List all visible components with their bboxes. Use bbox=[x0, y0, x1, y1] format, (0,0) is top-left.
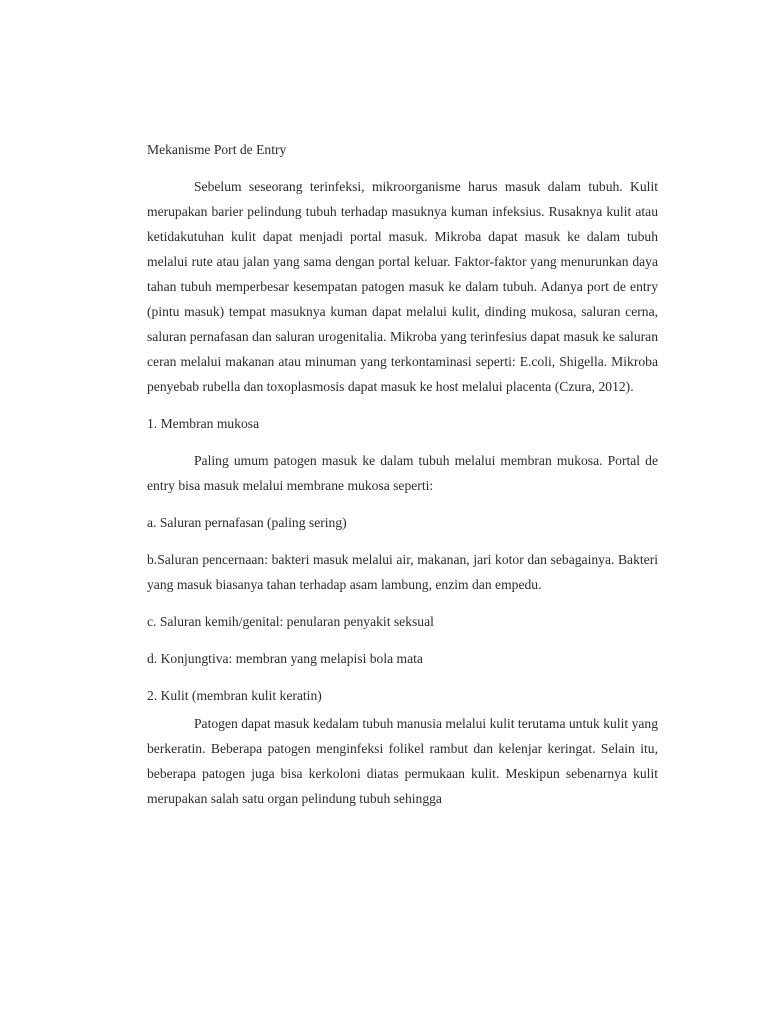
list-item-d: d. Konjungtiva: membran yang melapisi bola mata bbox=[147, 651, 423, 666]
document-title: Mekanisme Port de Entry bbox=[147, 142, 287, 157]
list-item-a: a. Saluran pernafasan (paling sering) bbox=[147, 515, 347, 530]
kulit-paragraph: Patogen dapat masuk kedalam tubuh manusia melalui kulit terutama untuk kulit yang berkeratin. Beberapa patogen menginfeksi folikel rambut dan kelenjar keringat. Selain itu, beberapa patogen juga bisa kerkoloni diatas permukaan kulit. Meskipun sebenarnya kulit merupakan salah satu organ pelindung tubuh sehingga bbox=[147, 716, 658, 806]
document-body bbox=[147, 137, 658, 811]
section-heading-membran-mukosa: 1. Membran mukosa bbox=[147, 416, 260, 431]
intro-paragraph: Sebelum seseorang terinfeksi, mikroorganisme harus masuk dalam tubuh. Kulit merupakan barier pelindung tubuh terhadap masuknya kuman infeksius. Rusaknya kulit atau ketidakutuhan kulit dapat menjadi portal masuk. Mikroba dapat masuk ke dalam tubuh melalui rute atau jalan yang sama dengan portal keluar. Faktor-faktor yang menurunkan daya tahan tubuh memperbesar kesempatan patogen masuk ke dalam tubuh. Adanya port de entry (pintu masuk) tempat masuknya kuman dapat melalui kulit, dinding mukosa, saluran cerna, saluran pernafasan dan saluran urogenitalia. Mikroba yang terinfesius dapat masuk ke saluran ceran melalui makanan atau minuman yang terkontaminasi seperti: E.coli, Shigella. Mikroba penyebab rubella dan toxoplasmosis dapat masuk ke host melalui placenta (Czura, 2012). bbox=[147, 179, 658, 394]
list-item-c: c. Saluran kemih/genital: penularan penyakit seksual bbox=[147, 614, 434, 629]
list-item-b: b.Saluran pencernaan: bakteri masuk melalui air, makanan, jari kotor dan sebagainya. Bakteri yang masuk biasanya tahan terhadap asam lambung, enzim dan empedu. bbox=[147, 552, 658, 592]
section-heading-kulit: 2. Kulit (membran kulit keratin) bbox=[147, 688, 322, 703]
membran-mukosa-paragraph: Paling umum patogen masuk ke dalam tubuh melalui membran mukosa. Portal de entry bisa masuk melalui membrane mukosa seperti: bbox=[147, 453, 658, 493]
